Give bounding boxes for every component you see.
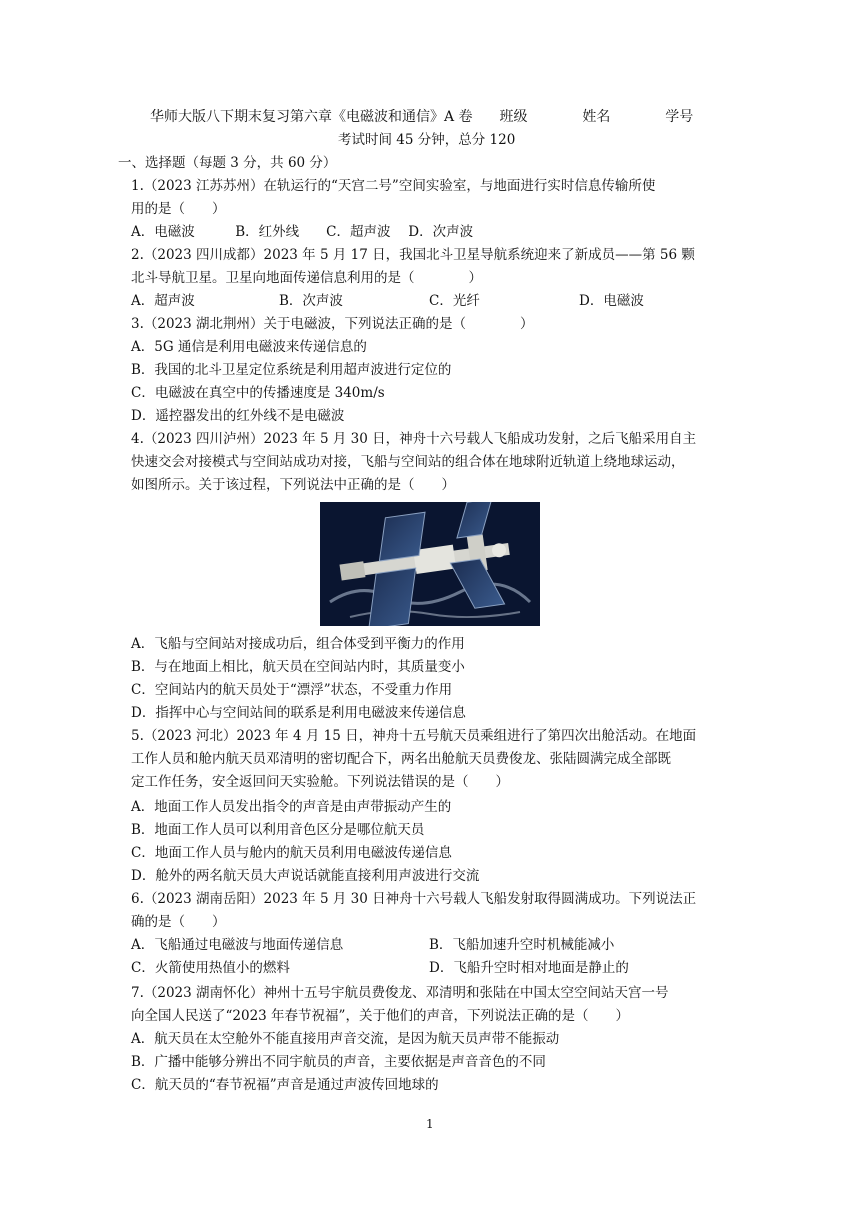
q5-option-a: A．地面工作人员发出指令的声音是由声带振动产生的	[131, 799, 452, 815]
q6-stem-line1: 6.（2023 湖南岳阳）2023 年 5 月 30 日神舟十六号载人飞船发射取得圆满成功。下列说法正	[131, 891, 697, 907]
q3-option-b: B．我国的北斗卫星定位系统是利用超声波进行定位的	[131, 362, 452, 378]
q3-option-c: C．电磁波在真空中的传播速度是 340m/s	[131, 385, 385, 401]
q5-stem-line2: 工作人员和舱内航天员邓清明的密切配合下，两名出舱航天员费俊龙、张陆圆满完成全部既	[131, 751, 671, 767]
q4-option-c: C．空间站内的航天员处于“漂浮”状态，不受重力作用	[131, 682, 453, 698]
q7-option-c: C．航天员的“春节祝福”声音是通过声波传回地球的	[131, 1077, 439, 1093]
class-label: 班级	[499, 109, 528, 125]
exam-subtitle: 考试时间 45 分钟，总分 120	[338, 132, 516, 148]
q3-option-a: A．5G 通信是利用电磁波来传递信息的	[131, 339, 367, 355]
q7-stem-line2: 向全国人民送了“2023 年春节祝福”，关于他们的声音，下列说法正确的是（ ）	[131, 1008, 629, 1024]
q2-option-b: B．次声波	[279, 293, 343, 309]
q6-stem-line2: 确的是（ ）	[131, 914, 226, 930]
page-number: 1	[426, 1117, 434, 1131]
q5-option-c: C．地面工作人员与舱内的航天员利用电磁波传递信息	[131, 845, 452, 861]
q6-option-c: C．火箭使用热值小的燃料	[131, 960, 290, 976]
q4-stem-line2: 快速交会对接模式与空间站成功对接，飞船与空间站的组合体在地球附近轨道上绕地球运动，	[131, 454, 685, 470]
exam-title: 华师大版八下期末复习第六章《电磁波和通信》A 卷	[150, 109, 473, 125]
q3-stem: 3.（2023 湖北荆州）关于电磁波，下列说法正确的是（ ）	[131, 316, 534, 332]
q7-stem-line1: 7.（2023 湖南怀化）神州十五号宇航员费俊龙、邓清明和张陆在中国太空空间站天宫一号	[131, 985, 669, 1001]
q2-option-c: C．光纤	[429, 293, 480, 309]
q2-stem-line2: 北斗导航卫星。卫星向地面传递信息利用的是（ ）	[131, 270, 482, 286]
q1-stem-line2: 用的是（ ）	[131, 201, 226, 217]
q4-option-d: D．指挥中心与空间站间的联系是利用电磁波来传递信息	[131, 705, 466, 721]
q4-stem-line3: 如图所示。关于该过程，下列说法中正确的是（ ）	[131, 477, 455, 493]
q1-stem-line1: 1.（2023 江苏苏州）在轨运行的“天宫二号”空间实验室，与地面进行实时信息传输所使	[131, 178, 656, 194]
section-heading: 一、选择题（每题 3 分，共 60 分）	[118, 155, 337, 171]
q6-option-b: B．飞船加速升空时机械能减小	[429, 937, 615, 953]
student-id-label: 学号	[665, 109, 694, 125]
space-station-illustration	[320, 502, 540, 626]
q2-stem-line1: 2.（2023 四川成都）2023 年 5 月 17 日，我国北斗卫星导航系统迎来了新成员——第 56 颗	[131, 247, 695, 263]
exam-title-line	[150, 107, 693, 127]
q1-options: A．电磁波 B．红外线 C．超声波 D．次声波	[131, 224, 474, 240]
q5-option-d: D．舱外的两名航天员大声说话就能直接利用声波进行交流	[131, 868, 480, 884]
q2-option-a: A．超声波	[131, 293, 195, 309]
space-station-image	[320, 502, 540, 626]
q6-option-a: A．飞船通过电磁波与地面传递信息	[131, 937, 344, 953]
q7-option-b: B．广播中能够分辨出不同宇航员的声音，主要依据是声音音色的不同	[131, 1054, 546, 1070]
name-label: 姓名	[582, 109, 611, 125]
q5-stem-line1: 5.（2023 河北）2023 年 4 月 15 日，神舟十五号航天员乘组进行了第四次出舱活动。在地面	[131, 728, 697, 744]
q4-option-b: B．与在地面上相比，航天员在空间站内时，其质量变小	[131, 659, 465, 675]
q5-option-b: B．地面工作人员可以利用音色区分是哪位航天员	[131, 822, 425, 838]
q7-option-a: A．航天员在太空舱外不能直接用声音交流，是因为航天员声带不能振动	[131, 1031, 560, 1047]
q3-option-d: D．遥控器发出的红外线不是电磁波	[131, 408, 345, 424]
q4-option-a: A．飞船与空间站对接成功后，组合体受到平衡力的作用	[131, 636, 465, 652]
q4-stem-line1: 4.（2023 四川泸州）2023 年 5 月 30 日，神舟十六号载人飞船成功发射，之后飞船采用自主	[131, 431, 697, 447]
q6-option-d: D．飞船升空时相对地面是静止的	[429, 960, 629, 976]
q2-option-d: D．电磁波	[579, 293, 644, 309]
q5-stem-line3: 定工作任务，安全返回问天实验舱。下列说法错误的是（ ）	[131, 774, 509, 790]
